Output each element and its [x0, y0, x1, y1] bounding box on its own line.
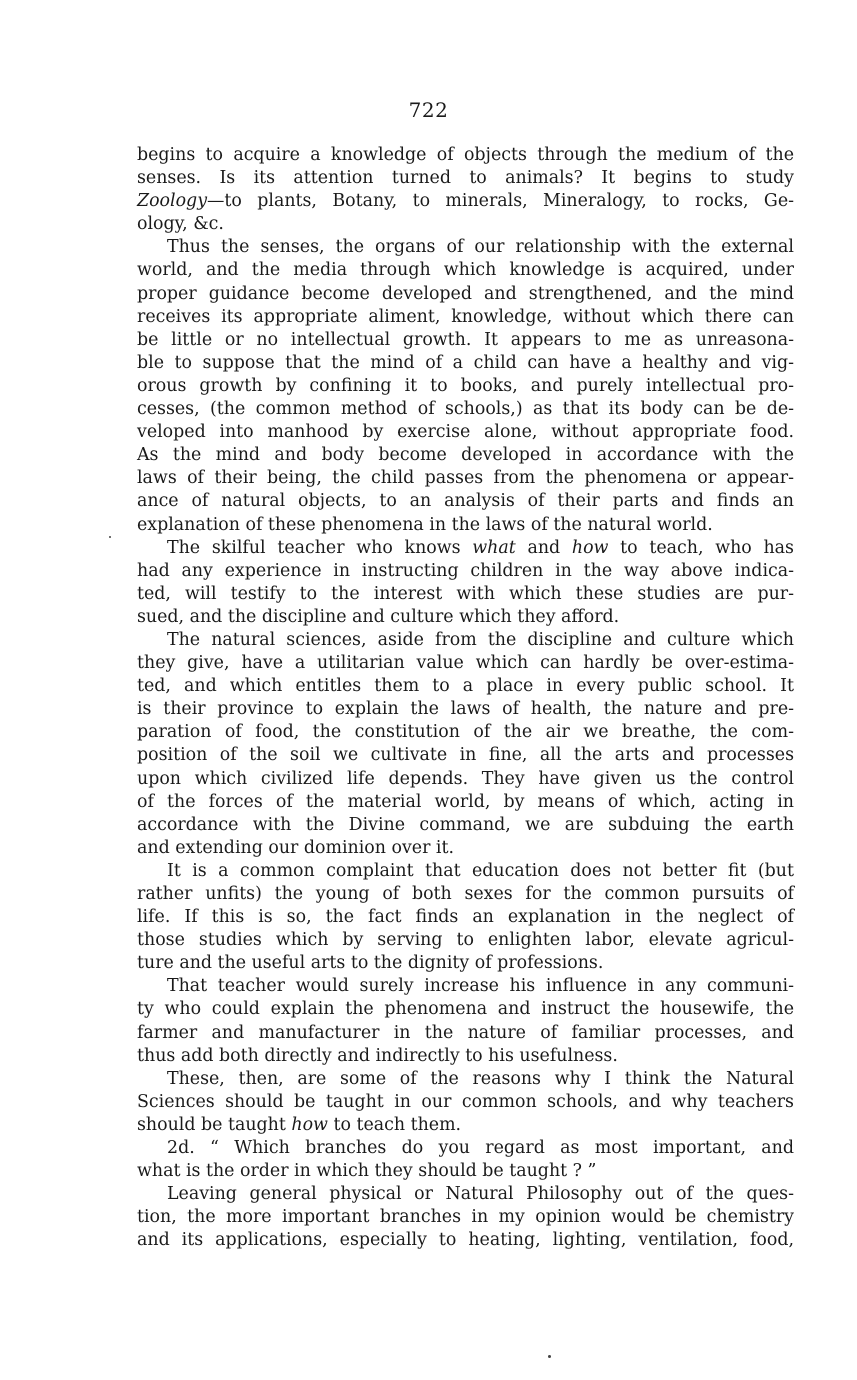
- text-line: veloped into manhood by exercise alone, without appropriate food.: [137, 422, 794, 443]
- text-line: should be taught how to teach them.: [137, 1114, 462, 1135]
- text-line: It is a common complaint that education does not better fit (but: [167, 860, 794, 881]
- text-line: begins to acquire a knowledge of objects through the medium of the: [137, 145, 794, 165]
- text-line: The skilful teacher who knows what and how to teach, who has: [167, 537, 794, 558]
- text-line: That teacher would surely increase his influence in any communi-: [167, 976, 794, 997]
- text-line: orous growth by confining it to books, and purely intellectual pro-: [137, 375, 794, 396]
- text-line: farmer and manufacturer in the nature of familiar processes, and: [137, 1022, 794, 1043]
- text-line: Leaving general physical or Natural Philosophy out of the ques-: [167, 1184, 794, 1205]
- text-line: Thus the senses, the organs of our relationship with the external: [167, 237, 794, 258]
- text-line: Sciences should be taught in our common schools, and why teachers: [137, 1091, 794, 1112]
- text-line: ted, and which entitles them to a place in every public school. It: [137, 676, 794, 697]
- text-line: As the mind and body become developed in accordance with the: [137, 445, 794, 466]
- text-line: explanation of these phenomena in the laws of the natural world.: [137, 514, 713, 535]
- text-line: and its applications, especially to heating, lighting, ventilation, food,: [137, 1230, 794, 1251]
- text-line: The natural sciences, aside from the discipline and culture which: [167, 629, 794, 650]
- text-line: sued, and the discipline and culture which they afford.: [137, 606, 620, 627]
- text-line: ty who could explain the phenomena and instruct the housewife, the: [137, 999, 794, 1020]
- text-line: ology, &c.: [137, 214, 224, 235]
- text-line: ted, will testify to the interest with which these studies are pur-: [137, 583, 794, 604]
- text-line: ance of natural objects, to an analysis of their parts and finds an: [137, 491, 794, 512]
- text-line: be little or no intellectual growth. It appears to me as unreasona-: [137, 329, 794, 350]
- text-line: laws of their being, the child passes from the phenomena or appear-: [137, 468, 794, 489]
- text-line: thus add both directly and indirectly to his usefulness.: [137, 1045, 618, 1066]
- text-line: proper guidance become developed and strengthened, and the mind: [137, 283, 794, 304]
- text-line: upon which civilized life depends. They have given us the control: [137, 768, 794, 789]
- text-line: what is the order in which they should be taught ? ”: [137, 1161, 597, 1182]
- page-number: 722: [408, 98, 449, 122]
- ink-speck: [109, 536, 111, 538]
- text-line: is their province to explain the laws of health, the nature and pre-: [137, 699, 794, 720]
- text-line: paration of food, the constitution of the air we breathe, the com-: [137, 722, 794, 743]
- text-line: life. If this is so, the fact finds an explanation in the neglect of: [137, 907, 794, 928]
- text-line: position of the soil we cultivate in fine, all the arts and processes: [137, 745, 794, 766]
- text-line: tion, the more important branches in my opinion would be chemistry: [137, 1207, 794, 1228]
- ink-speck: [548, 1355, 551, 1358]
- text-line: of the forces of the material world, by means of which, acting in: [137, 791, 794, 812]
- text-line: receives its appropriate aliment, knowledge, without which there can: [137, 306, 794, 327]
- body-text: [137, 144, 794, 1253]
- text-line: world, and the media through which knowledge is acquired, under: [137, 260, 794, 281]
- text-line: they give, have a utilitarian value which can hardly be over-estima-: [137, 653, 794, 674]
- text-line: had any experience in instructing children in the way above indica-: [137, 560, 794, 581]
- text-line: cesses, (the common method of schools,) as that its body can be de-: [137, 399, 794, 420]
- text-line: accordance with the Divine command, we are subduing the earth: [137, 814, 794, 835]
- text-line: ture and the useful arts to the dignity of professions.: [137, 953, 604, 974]
- text-line: These, then, are some of the reasons why I think the Natural: [167, 1068, 794, 1089]
- text-line: Zoology—to plants, Botany, to minerals, Mineralogy, to rocks, Ge-: [137, 191, 794, 212]
- text-line: those studies which by serving to enlighten labor, elevate agricul-: [137, 930, 794, 951]
- text-line: ble to suppose that the mind of a child can have a healthy and vig-: [137, 352, 794, 373]
- text-line: and extending our dominion over it.: [137, 837, 454, 858]
- text-line: rather unfits) the young of both sexes for the common pursuits of: [137, 884, 794, 904]
- text-line: 2d. “ Which branches do you regard as most important, and: [167, 1138, 794, 1159]
- text-line: senses. Is its attention turned to animals? It begins to study: [137, 168, 794, 189]
